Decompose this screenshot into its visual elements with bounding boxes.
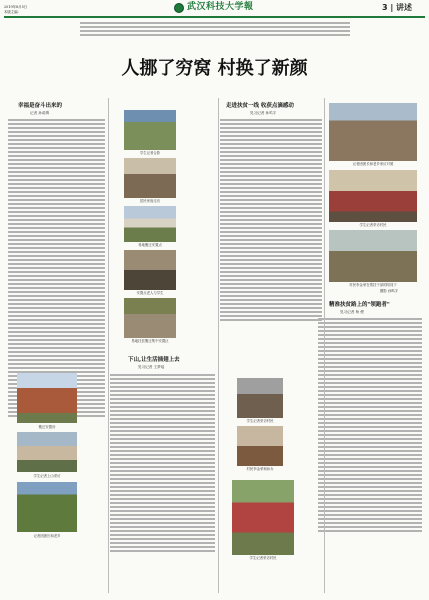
- article-3-byline: 见习记者 王梦瑶: [138, 365, 165, 369]
- caption-1: 学生记者合影: [139, 151, 161, 155]
- caption-8: 记者团团长和老乡: [33, 534, 61, 538]
- photo-students-mountain: [17, 482, 77, 532]
- caption-9: 学生记者采访村民: [246, 419, 274, 423]
- school-logo: [174, 3, 184, 13]
- photo-old-man: [124, 298, 176, 338]
- article-1-byline: 记者 孙诺姆: [30, 111, 50, 115]
- intro-text: [80, 22, 350, 38]
- column-divider: [218, 98, 219, 593]
- caption-5: 易地扶贫搬迁集中安置区: [131, 339, 169, 343]
- photo-elderly-students: [124, 250, 176, 290]
- column-divider: [108, 98, 109, 593]
- headline: 人挪了穷窝 村换了新颜: [121, 58, 308, 79]
- article-4-title: 精准扶贫路上的"领跑者": [329, 302, 390, 308]
- photo-credit: 摄影 孙鸣宇: [380, 289, 399, 293]
- photo-students-group: [124, 110, 176, 150]
- article-2-byline: 见习记者 孙鸣宇: [250, 111, 277, 115]
- photo-housing: [17, 432, 77, 472]
- editor-line: 本版主编:: [4, 10, 19, 14]
- article-1-title: 幸福是奋斗出来的: [18, 103, 63, 109]
- caption-4: 安置点老人与学生: [136, 291, 164, 295]
- date-line: 2019年8月5日: [4, 5, 28, 9]
- photo-interview: [329, 170, 417, 222]
- photo-family-visit: [124, 158, 176, 198]
- article-4-byline: 见习记者 杨 俊: [340, 310, 364, 314]
- article-3-title: 下山,让生活插翅上去: [128, 357, 180, 363]
- photo-villager-house: [237, 378, 283, 418]
- caption-11: 学生记者采访村民: [249, 556, 277, 560]
- photo-building: [17, 373, 77, 423]
- photo-team-leader: [329, 103, 417, 161]
- caption-7: 学生记者上山采访: [33, 474, 61, 478]
- column-divider: [324, 98, 325, 593]
- page-section: 3 | 讲述: [382, 3, 413, 12]
- photo-villager-tea: [237, 426, 283, 466]
- article-2-title: 走进扶贫一线 收获点滴感动: [226, 103, 294, 109]
- caption-2: 居民家庭走访: [139, 199, 161, 203]
- article-4-text: [318, 318, 422, 534]
- photo-villager-cadre: [329, 230, 417, 282]
- caption-14: 村民李金荣在帮扶干部的陪同下: [349, 283, 397, 287]
- article-3-text: [110, 374, 215, 554]
- masthead-rule: [4, 16, 425, 18]
- photo-students-line: [232, 480, 294, 555]
- caption-13: 学生记者采访村民: [359, 223, 387, 227]
- photo-resettlement-site: [124, 206, 176, 242]
- caption-3: 易地搬迁安置点: [138, 243, 162, 247]
- caption-10: 村民李金荣和孙女: [246, 467, 274, 471]
- article-2-text: [220, 119, 322, 323]
- paper-name: 武汉科技大学報: [187, 2, 254, 12]
- caption-6: 搬迁安置房: [38, 425, 56, 429]
- caption-12: 记者团团长和老乡家访对照: [352, 162, 394, 166]
